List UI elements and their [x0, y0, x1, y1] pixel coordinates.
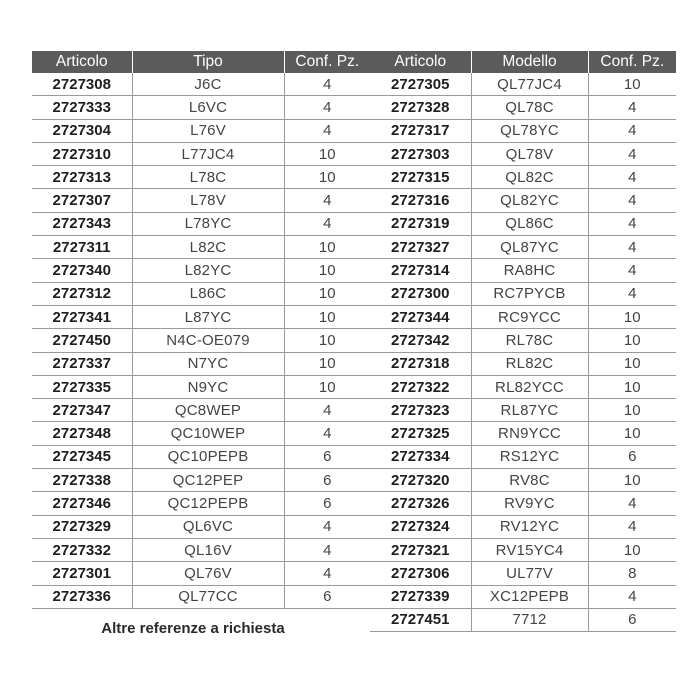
- table-row: [32, 375, 370, 398]
- cell-conf-pz: 10: [284, 352, 370, 375]
- table-row: [32, 399, 370, 422]
- cell-model: L86C: [132, 282, 284, 305]
- left-product-table: [32, 51, 370, 609]
- cell-conf-pz: 6: [284, 445, 370, 468]
- cell-conf-pz: 4: [284, 96, 370, 119]
- cell-conf-pz: 10: [284, 305, 370, 328]
- cell-conf-pz: 10: [284, 282, 370, 305]
- cell-conf-pz: 6: [588, 608, 676, 631]
- cell-conf-pz: 6: [284, 492, 370, 515]
- table-row: [370, 399, 676, 422]
- cell-articolo: 2727450: [32, 329, 132, 352]
- table-row: [32, 562, 370, 585]
- cell-articolo: 2727338: [32, 469, 132, 492]
- cell-articolo: 2727327: [370, 236, 471, 259]
- table-row: [370, 422, 676, 445]
- cell-model: QL87YC: [471, 236, 588, 259]
- cell-articolo: 2727319: [370, 212, 471, 235]
- cell-conf-pz: 4: [588, 212, 676, 235]
- footnote: Altre referenze a richiesta: [101, 620, 285, 637]
- cell-conf-pz: 10: [284, 166, 370, 189]
- table-row: [370, 212, 676, 235]
- table-row: [370, 492, 676, 515]
- table-row: [32, 142, 370, 165]
- cell-model: RC7PYCB: [471, 282, 588, 305]
- cell-conf-pz: 4: [588, 96, 676, 119]
- cell-model: L82C: [132, 236, 284, 259]
- cell-articolo: 2727321: [370, 538, 471, 561]
- cell-conf-pz: 4: [284, 189, 370, 212]
- cell-model: L87YC: [132, 305, 284, 328]
- table-row: [370, 375, 676, 398]
- cell-articolo: 2727312: [32, 282, 132, 305]
- column-header-conf: Conf. Pz.: [588, 51, 676, 73]
- table-row: [32, 282, 370, 305]
- right-table-body: [370, 73, 676, 632]
- cell-articolo: 2727348: [32, 422, 132, 445]
- table-row: [370, 515, 676, 538]
- table-row: [370, 96, 676, 119]
- cell-conf-pz: 4: [588, 189, 676, 212]
- cell-conf-pz: 4: [588, 585, 676, 608]
- cell-model: L78V: [132, 189, 284, 212]
- cell-articolo: 2727322: [370, 375, 471, 398]
- cell-articolo: 2727320: [370, 469, 471, 492]
- cell-conf-pz: 4: [588, 119, 676, 142]
- cell-conf-pz: 10: [588, 538, 676, 561]
- cell-articolo: 2727345: [32, 445, 132, 468]
- cell-conf-pz: 4: [284, 562, 370, 585]
- table-row: [32, 329, 370, 352]
- cell-model: RV12YC: [471, 515, 588, 538]
- cell-model: QC8WEP: [132, 399, 284, 422]
- cell-conf-pz: 4: [284, 119, 370, 142]
- cell-articolo: 2727335: [32, 375, 132, 398]
- column-header-conf: Conf. Pz.: [284, 51, 370, 73]
- cell-articolo: 2727311: [32, 236, 132, 259]
- table-row: [370, 166, 676, 189]
- table-row: [370, 585, 676, 608]
- cell-model: N7YC: [132, 352, 284, 375]
- cell-conf-pz: 10: [588, 422, 676, 445]
- table-row: [32, 352, 370, 375]
- cell-articolo: 2727307: [32, 189, 132, 212]
- table-row: [32, 166, 370, 189]
- column-header-tipo: Tipo: [132, 51, 284, 73]
- cell-model: QC10WEP: [132, 422, 284, 445]
- table-row: [370, 189, 676, 212]
- cell-articolo: 2727344: [370, 305, 471, 328]
- cell-model: QL78YC: [471, 119, 588, 142]
- cell-conf-pz: 6: [284, 469, 370, 492]
- cell-conf-pz: 6: [588, 445, 676, 468]
- column-header-articolo: Articolo: [370, 51, 471, 73]
- cell-articolo: 2727341: [32, 305, 132, 328]
- table-row: [32, 96, 370, 119]
- table-row: [370, 469, 676, 492]
- table-row: [370, 236, 676, 259]
- table-row: [32, 469, 370, 492]
- cell-articolo: 2727308: [32, 73, 132, 96]
- cell-model: L82YC: [132, 259, 284, 282]
- cell-model: J6C: [132, 73, 284, 96]
- table-row: [370, 538, 676, 561]
- cell-model: QL76V: [132, 562, 284, 585]
- cell-conf-pz: 4: [588, 166, 676, 189]
- column-header-articolo: Articolo: [32, 51, 132, 73]
- cell-articolo: 2727303: [370, 142, 471, 165]
- cell-conf-pz: 4: [284, 422, 370, 445]
- table-header-row: [370, 51, 676, 73]
- cell-model: RC9YCC: [471, 305, 588, 328]
- cell-conf-pz: 4: [588, 142, 676, 165]
- table-row: [370, 352, 676, 375]
- table-row: [370, 445, 676, 468]
- cell-articolo: 2727306: [370, 562, 471, 585]
- cell-model: L77JC4: [132, 142, 284, 165]
- cell-conf-pz: 4: [588, 236, 676, 259]
- cell-articolo: 2727339: [370, 585, 471, 608]
- table-row: [32, 212, 370, 235]
- cell-model: QL16V: [132, 538, 284, 561]
- cell-model: RV8C: [471, 469, 588, 492]
- cell-model: RL82YCC: [471, 375, 588, 398]
- cell-articolo: 2727346: [32, 492, 132, 515]
- cell-model: L6VC: [132, 96, 284, 119]
- cell-model: QL77CC: [132, 585, 284, 608]
- cell-conf-pz: 10: [588, 73, 676, 96]
- cell-articolo: 2727451: [370, 608, 471, 631]
- cell-articolo: 2727333: [32, 96, 132, 119]
- cell-model: RN9YCC: [471, 422, 588, 445]
- cell-articolo: 2727305: [370, 73, 471, 96]
- cell-conf-pz: 10: [284, 259, 370, 282]
- table-row: [32, 73, 370, 96]
- cell-conf-pz: 10: [588, 469, 676, 492]
- cell-articolo: 2727337: [32, 352, 132, 375]
- table-row: [32, 515, 370, 538]
- right-product-table: [370, 51, 676, 632]
- cell-model: 7712: [471, 608, 588, 631]
- cell-articolo: 2727300: [370, 282, 471, 305]
- table-row: [32, 445, 370, 468]
- cell-model: RV9YC: [471, 492, 588, 515]
- cell-conf-pz: 10: [284, 236, 370, 259]
- cell-model: UL77V: [471, 562, 588, 585]
- table-row: [32, 538, 370, 561]
- cell-articolo: 2727328: [370, 96, 471, 119]
- cell-articolo: 2727332: [32, 538, 132, 561]
- cell-articolo: 2727313: [32, 166, 132, 189]
- cell-model: XC12PEPB: [471, 585, 588, 608]
- cell-conf-pz: 10: [588, 305, 676, 328]
- table-row: [370, 305, 676, 328]
- cell-model: RL82C: [471, 352, 588, 375]
- table-row: [32, 422, 370, 445]
- cell-conf-pz: 10: [588, 375, 676, 398]
- cell-articolo: 2727301: [32, 562, 132, 585]
- cell-articolo: 2727314: [370, 259, 471, 282]
- cell-model: N4C-OE079: [132, 329, 284, 352]
- cell-conf-pz: 4: [588, 515, 676, 538]
- cell-articolo: 2727304: [32, 119, 132, 142]
- cell-conf-pz: 4: [284, 212, 370, 235]
- left-table-body: [32, 73, 370, 608]
- cell-conf-pz: 10: [588, 399, 676, 422]
- table-row: [32, 305, 370, 328]
- cell-model: QL78V: [471, 142, 588, 165]
- cell-model: L76V: [132, 119, 284, 142]
- cell-conf-pz: 10: [588, 329, 676, 352]
- table-row: [370, 142, 676, 165]
- table-row: [370, 329, 676, 352]
- cell-model: QL78C: [471, 96, 588, 119]
- cell-articolo: 2727329: [32, 515, 132, 538]
- table-row: [370, 282, 676, 305]
- cell-articolo: 2727347: [32, 399, 132, 422]
- cell-model: QL86C: [471, 212, 588, 235]
- table-row: [32, 236, 370, 259]
- cell-model: RL78C: [471, 329, 588, 352]
- cell-articolo: 2727342: [370, 329, 471, 352]
- table-row: [370, 259, 676, 282]
- cell-model: RL87YC: [471, 399, 588, 422]
- cell-articolo: 2727315: [370, 166, 471, 189]
- cell-articolo: 2727340: [32, 259, 132, 282]
- table-row: [370, 73, 676, 96]
- cell-conf-pz: 10: [284, 375, 370, 398]
- cell-conf-pz: 4: [284, 73, 370, 96]
- cell-conf-pz: 10: [284, 142, 370, 165]
- cell-conf-pz: 8: [588, 562, 676, 585]
- table-row: [370, 608, 676, 631]
- cell-conf-pz: 10: [588, 352, 676, 375]
- cell-conf-pz: 10: [284, 329, 370, 352]
- table-row: [32, 189, 370, 212]
- table-row: [32, 585, 370, 608]
- cell-articolo: 2727326: [370, 492, 471, 515]
- cell-articolo: 2727317: [370, 119, 471, 142]
- table-row: [370, 119, 676, 142]
- column-header-modello: Modello: [471, 51, 588, 73]
- cell-model: RS12YC: [471, 445, 588, 468]
- cell-conf-pz: 4: [588, 492, 676, 515]
- cell-articolo: 2727316: [370, 189, 471, 212]
- cell-model: QL82YC: [471, 189, 588, 212]
- cell-articolo: 2727324: [370, 515, 471, 538]
- cell-articolo: 2727323: [370, 399, 471, 422]
- cell-conf-pz: 4: [284, 399, 370, 422]
- cell-model: L78YC: [132, 212, 284, 235]
- cell-model: QC12PEP: [132, 469, 284, 492]
- cell-model: QL82C: [471, 166, 588, 189]
- cell-model: QC12PEPB: [132, 492, 284, 515]
- cell-articolo: 2727325: [370, 422, 471, 445]
- cell-conf-pz: 4: [284, 538, 370, 561]
- table-row: [32, 259, 370, 282]
- table-row: [32, 119, 370, 142]
- cell-conf-pz: 4: [284, 515, 370, 538]
- table-header-row: [32, 51, 370, 73]
- cell-articolo: 2727310: [32, 142, 132, 165]
- cell-model: L78C: [132, 166, 284, 189]
- cell-conf-pz: 4: [588, 282, 676, 305]
- cell-model: QC10PEPB: [132, 445, 284, 468]
- cell-articolo: 2727318: [370, 352, 471, 375]
- table-row: [32, 492, 370, 515]
- cell-articolo: 2727336: [32, 585, 132, 608]
- cell-articolo: 2727343: [32, 212, 132, 235]
- cell-model: N9YC: [132, 375, 284, 398]
- cell-conf-pz: 6: [284, 585, 370, 608]
- cell-conf-pz: 4: [588, 259, 676, 282]
- cell-model: QL77JC4: [471, 73, 588, 96]
- table-row: [370, 562, 676, 585]
- cell-model: RV15YC4: [471, 538, 588, 561]
- cell-model: RA8HC: [471, 259, 588, 282]
- cell-model: QL6VC: [132, 515, 284, 538]
- cell-articolo: 2727334: [370, 445, 471, 468]
